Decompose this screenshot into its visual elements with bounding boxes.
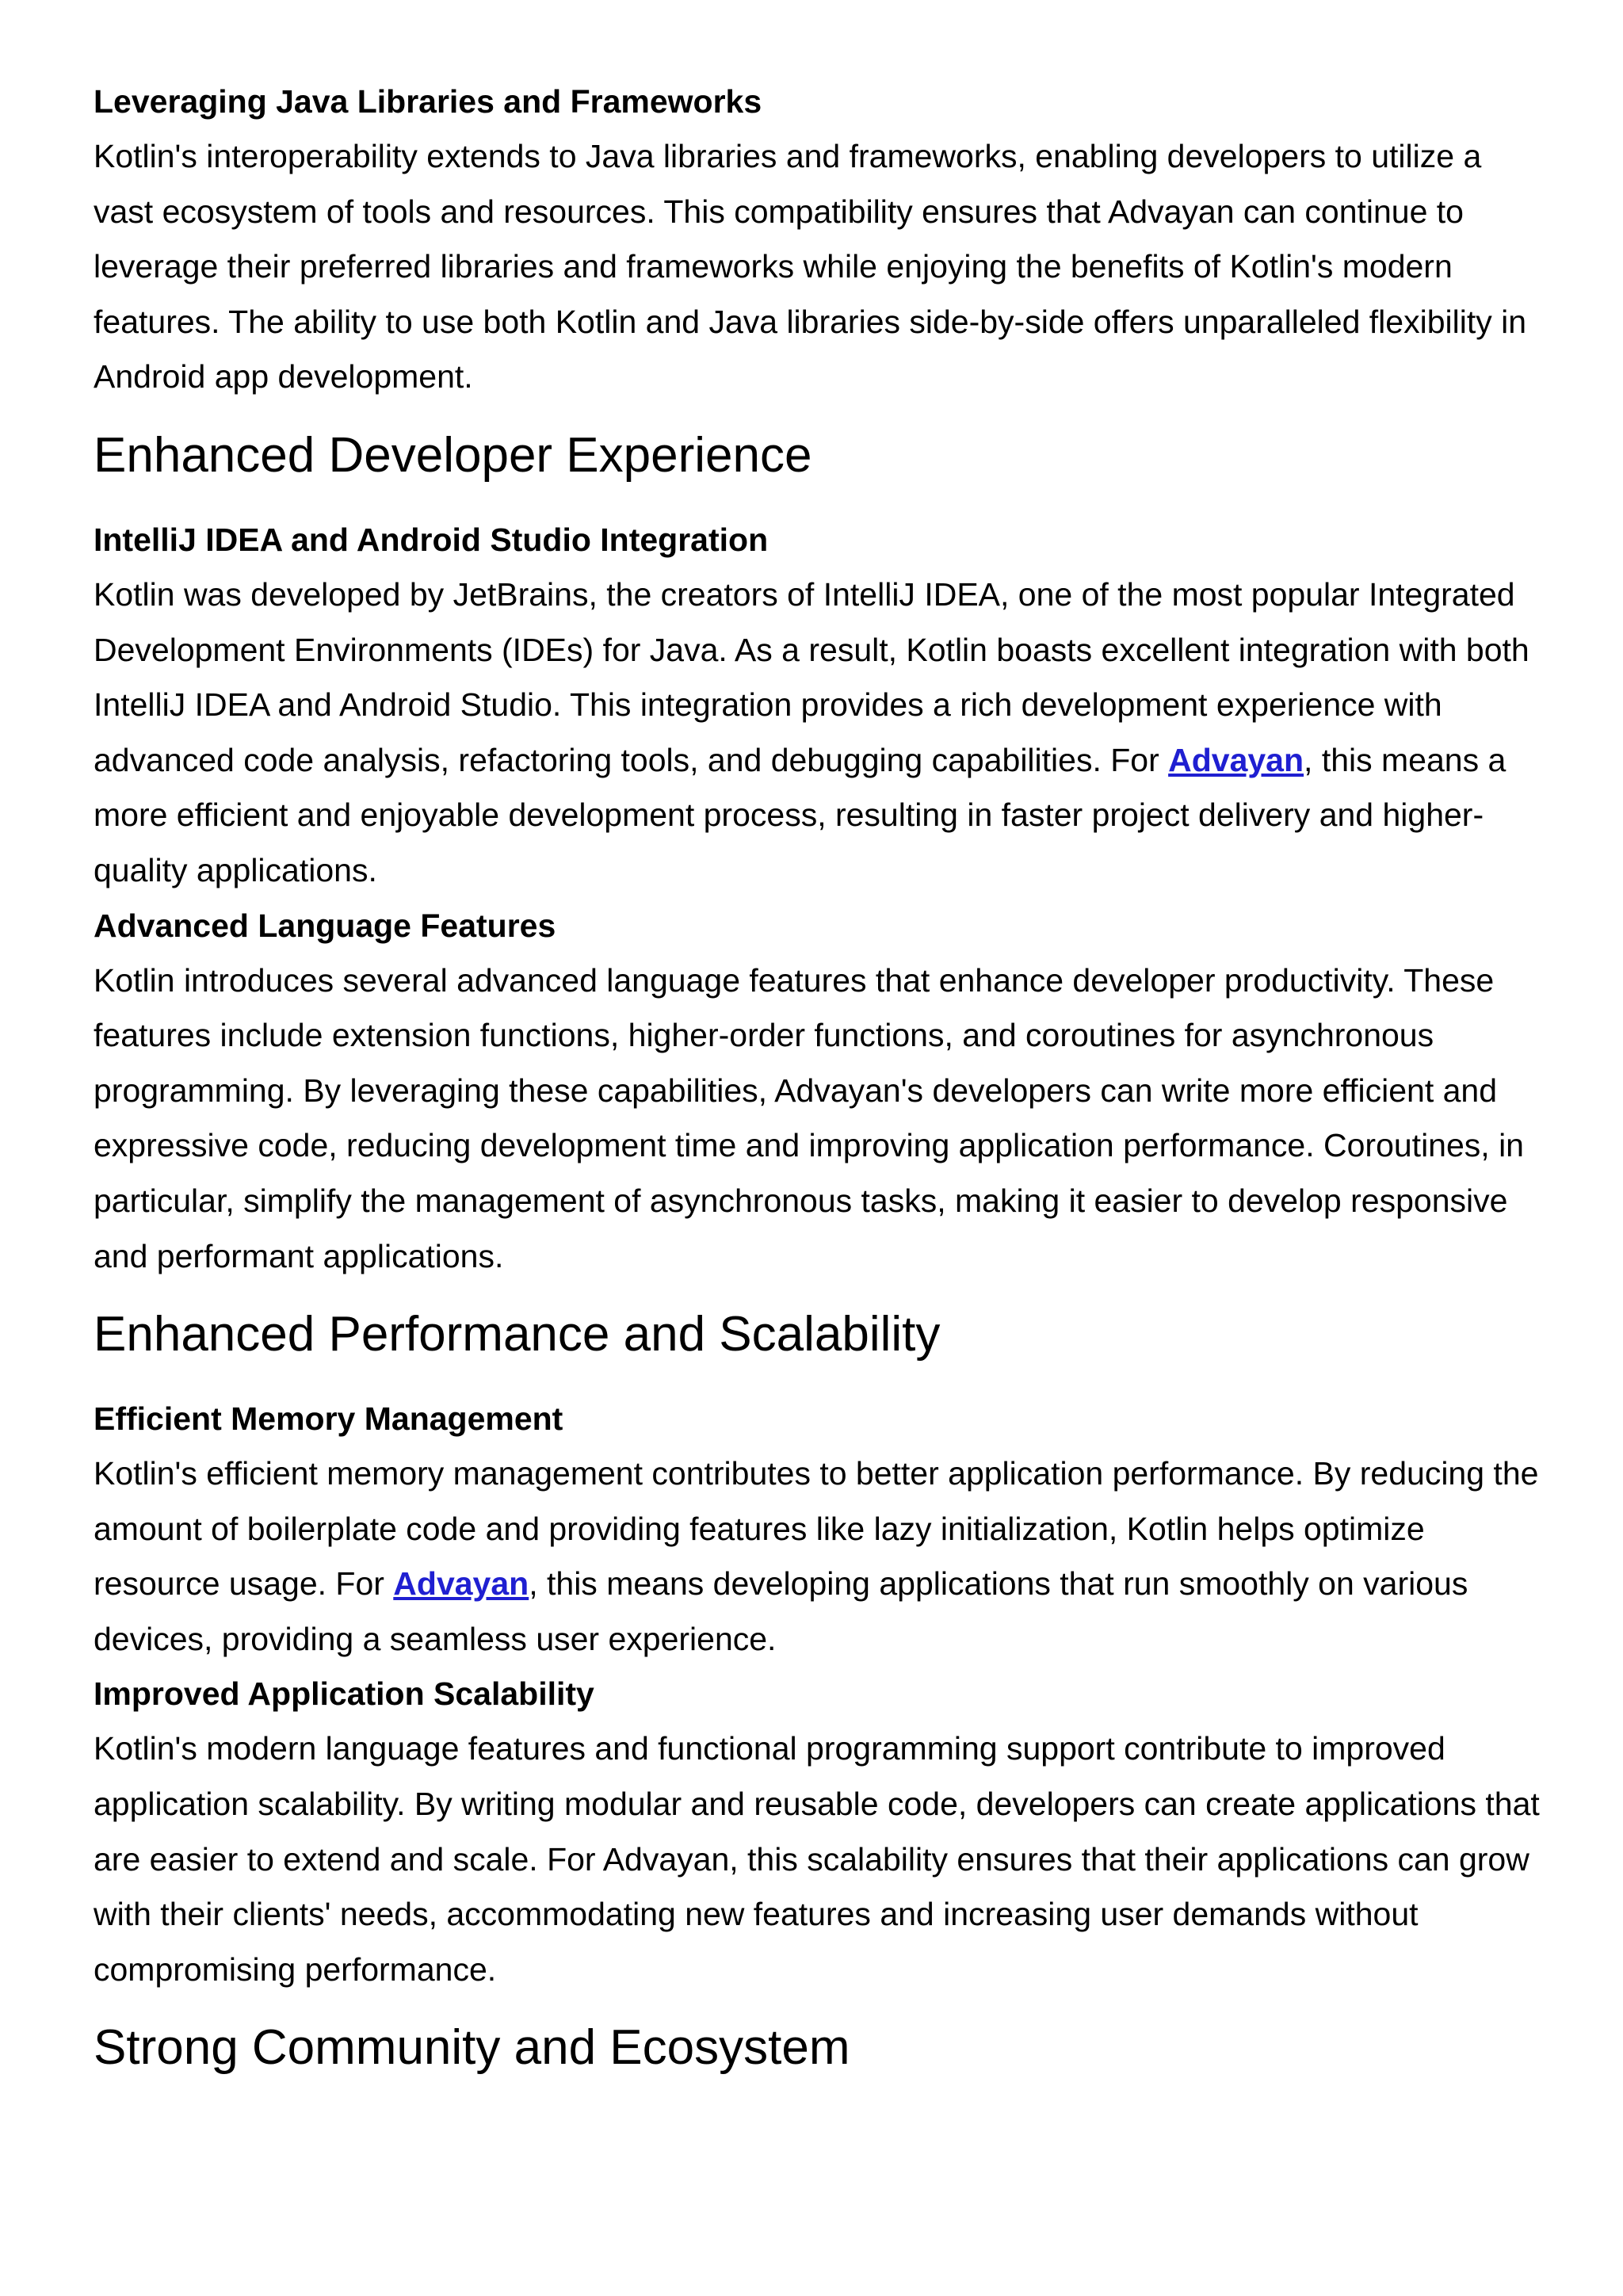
paragraph-text: Kotlin's efficient memory management contributes to better application performance. By reducing the amount of boilerplate code and providing features like lazy initialization, Kotlin helps optimize resource usage. For: [94, 1455, 1539, 1603]
advayan-link[interactable]: Advayan: [393, 1565, 529, 1603]
subheading-advanced-language-features: Advanced Language Features: [94, 907, 556, 944]
paragraph-application-scalability: Kotlin's modern language features and functional programming support contribute to improved application scalability. By writing modular and reusable code, developers can create applications that are easier to extend and scale. For Advayan, this scalability ensures that their applications can grow with their clients' needs, accommodating new features and increasing user demands without compromising performance.: [94, 1730, 1540, 1988]
subheading-application-scalability: Improved Application Scalability: [94, 1675, 594, 1713]
paragraph-memory-management: [94, 1446, 1544, 1667]
paragraph-advanced-language-features: Kotlin introduces several advanced language features that enhance developer productivity. These features include extension functions, higher-order functions, and coroutines for asynchronous programming. By leveraging these capabilities, Advayan's developers can write more efficient and expressive code, reducing development time and improving application performance. Coroutines, in particular, simplify the management of asynchronous tasks, making it easier to develop responsive and performant applications.: [94, 961, 1524, 1274]
subheading-intellij-integration: IntelliJ IDEA and Android Studio Integration: [94, 521, 769, 558]
paragraph-text: , this means a more efficient and enjoyable development process, resulting in faster project delivery and higher-quality applications.: [94, 741, 1507, 888]
advayan-link[interactable]: Advayan: [1168, 741, 1304, 778]
paragraph-text: , this means developing applications that run smoothly on various devices, providing a seamless user experience.: [94, 1565, 1468, 1657]
section-title-community-ecosystem: Strong Community and Ecosystem: [94, 2020, 850, 2076]
section-title-developer-experience: Enhanced Developer Experience: [94, 427, 812, 483]
paragraph-text: Kotlin was developed by JetBrains, the creators of IntelliJ IDEA, one of the most popular Integrated Development Environments (IDEs) for Java. As a result, Kotlin boasts excellent integration with both IntelliJ IDEA and Android Studio. This integration provides a rich development experience with advanced code analysis, refactoring tools, and debugging capabilities. For: [94, 575, 1529, 778]
subheading-java-libraries: Leveraging Java Libraries and Frameworks: [94, 83, 762, 120]
section-title-performance-scalability: Enhanced Performance and Scalability: [94, 1307, 941, 1362]
subheading-memory-management: Efficient Memory Management: [94, 1400, 563, 1438]
paragraph-intellij-integration: [94, 567, 1544, 899]
paragraph-java-libraries: Kotlin's interoperability extends to Java libraries and frameworks, enabling developers to utilize a vast ecosystem of tools and resources. This compatibility ensures that Advayan can continue to leverage their preferred libraries and frameworks while enjoying the benefits of Kotlin's modern features. The ability to use both Kotlin and Java libraries side-by-side offers unparalleled flexibility in Android app development.: [94, 138, 1527, 395]
document-page: [94, 74, 1544, 2080]
